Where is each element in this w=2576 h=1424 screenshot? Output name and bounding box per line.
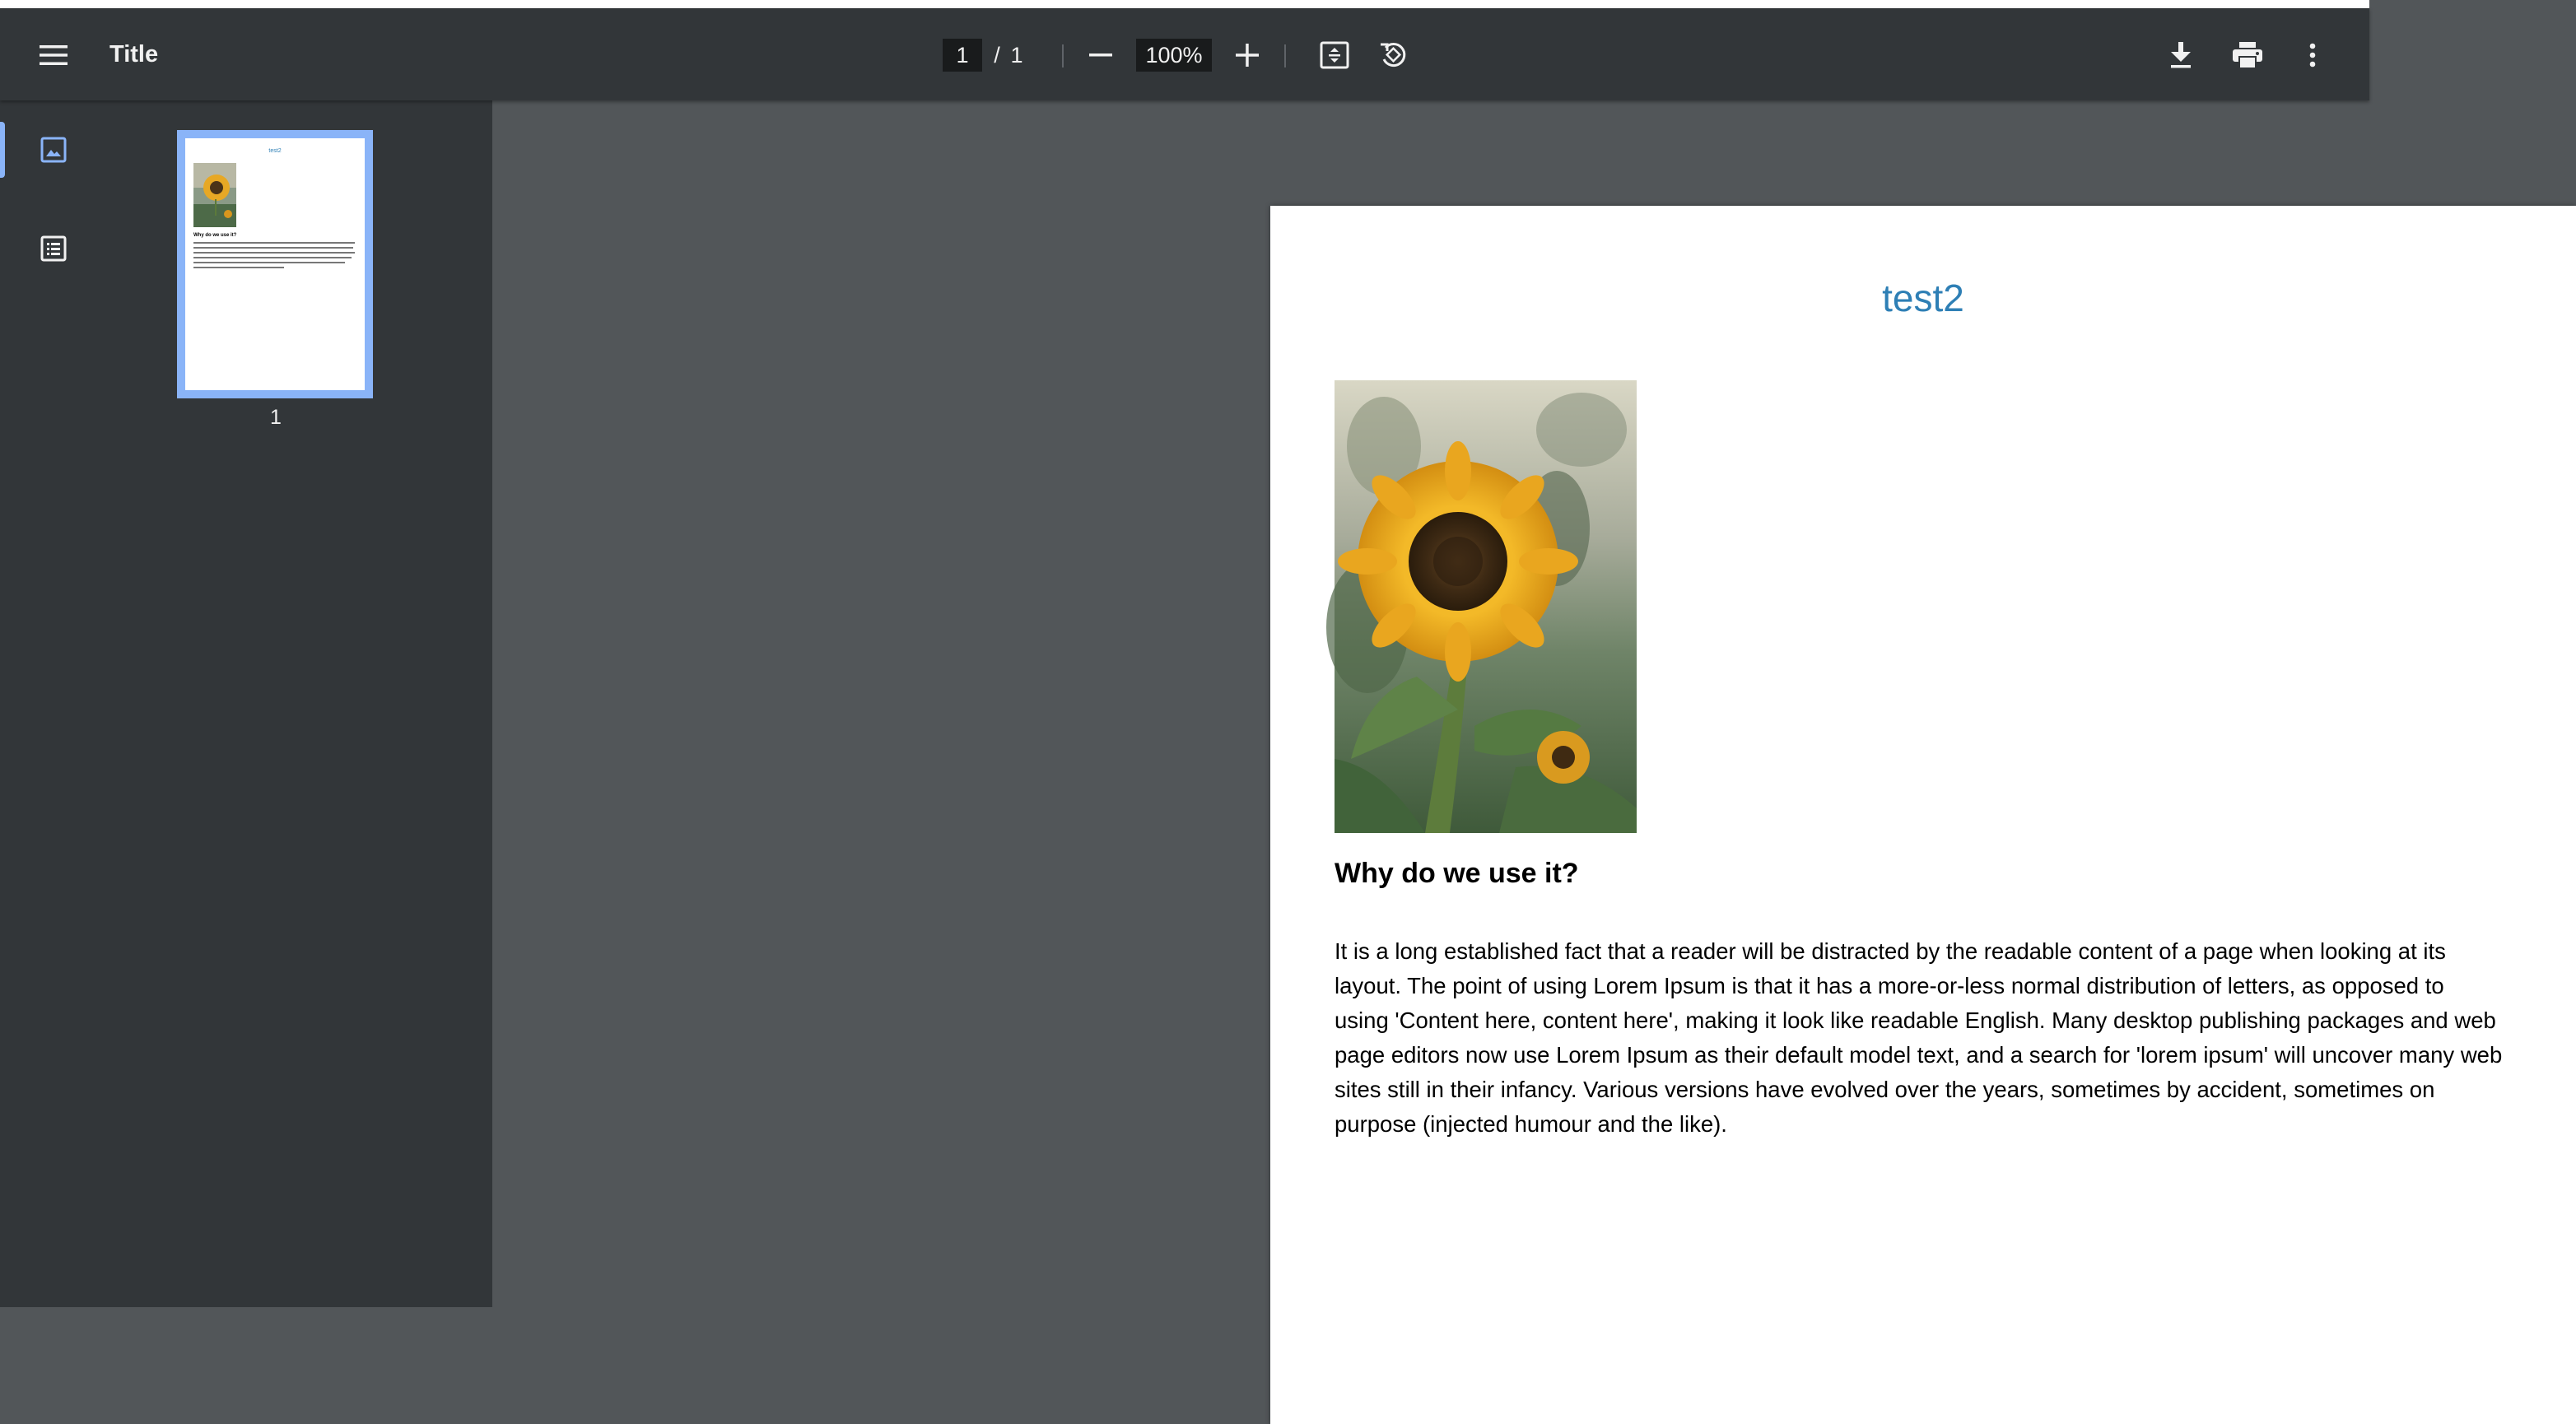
document-outline-icon[interactable] [33, 228, 74, 269]
body-paragraph: It is a long established fact that a reader will be distracted by the readable content of a page when looking at its layout. The point of using Lorem Ipsum is that it has a more-or-less normal distribution of letters, as opposed to using 'Content here, content here', making it look like readable English. Many desktop publishing packages and web page editors now use Lorem Ipsum as their default model text, and a search for 'lorem ipsum' will uncover many web sites still in their infancy. Various versions have evolved over the years, sometimes by accident, sometimes on purpose (injected humour and the like). [1335, 938, 2503, 1137]
thumbnail-text-line [193, 242, 355, 244]
document-heading-title: test2 [1882, 277, 1964, 319]
print-icon[interactable] [2226, 35, 2269, 76]
page-separator: / [994, 43, 1000, 67]
page-number-input[interactable] [943, 39, 982, 72]
plus-icon[interactable] [1227, 35, 1268, 76]
thumbnail-text-line [193, 257, 352, 258]
more-vertical-icon[interactable] [2292, 35, 2333, 76]
document-viewer[interactable] [492, 100, 2503, 1307]
page-total: 1 [1010, 43, 1023, 67]
thumbnail-sunflower-image [193, 163, 236, 227]
download-icon[interactable] [2160, 35, 2201, 76]
sunflower-image [1335, 380, 1637, 833]
document-title: Title [109, 41, 159, 67]
section-heading: Why do we use it? [1335, 858, 1579, 889]
toolbar-divider [1284, 44, 1286, 67]
active-view-indicator [0, 122, 5, 178]
page-thumbnail[interactable] [177, 130, 373, 398]
thumbnail-text-line [193, 262, 345, 263]
document-page [1270, 206, 2576, 1424]
thumbnail-text-line [193, 252, 355, 254]
pdf-toolbar [0, 8, 2369, 100]
thumbnail-title: test2 [268, 148, 282, 154]
rotate-counterclockwise-icon[interactable] [1373, 35, 1414, 76]
hamburger-menu-icon[interactable] [33, 35, 74, 76]
window-top-strip [0, 0, 2369, 8]
thumbnail-text-line [193, 267, 284, 268]
minus-icon[interactable] [1080, 35, 1121, 76]
image-icon[interactable] [33, 129, 74, 170]
zoom-input[interactable] [1136, 39, 1212, 72]
thumbnail-heading: Why do we use it? [193, 233, 237, 238]
toolbar-divider [1062, 44, 1064, 67]
thumbnail-sidebar [0, 100, 492, 1307]
thumbnail-page [185, 138, 365, 390]
thumbnail-text-line [193, 247, 353, 249]
thumbnail-page-number: 1 [270, 406, 282, 429]
fit-to-page-icon[interactable] [1314, 35, 1355, 76]
